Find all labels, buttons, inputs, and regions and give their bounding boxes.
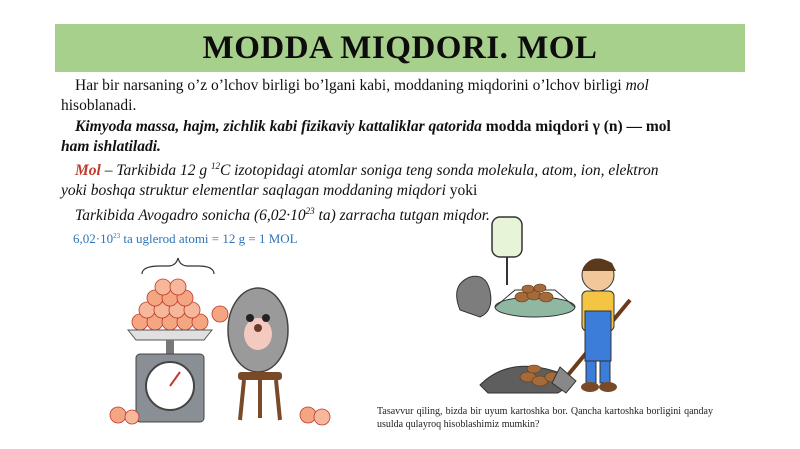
mol-term: mol — [625, 77, 649, 94]
mol-definition-term: Mol — [75, 162, 101, 179]
boy-overalls — [585, 311, 611, 361]
quantities-line — [61, 117, 721, 137]
quantity-term: modda miqdori γ (n) — mol — [485, 118, 671, 135]
tray-potatoes — [515, 284, 553, 302]
definition-line-1 — [61, 156, 721, 181]
formula-base: 6,02·10 — [73, 231, 114, 246]
scale-pan — [128, 330, 212, 340]
caption-text: Tasavvur qiling, bizda bir uyum kartoshka bor. Qancha kartoshka borligini qanday usulda qulayroq hisoblashimiz mumkin? — [377, 406, 713, 430]
isotope-symbol: C — [219, 162, 231, 179]
isotope-mass: 12 — [210, 161, 220, 171]
paragraph-intro-line — [61, 76, 721, 96]
definition-line-2 — [61, 181, 721, 201]
potato-sack — [457, 276, 491, 317]
intro-text: Har bir narsaning o’z o’lchov birligi bo’lgani kabi, moddaning miqdorini o’lchov birligi — [75, 77, 626, 94]
quantities-text: Kimyoda massa, hajm, zichlik kabi fizikaviy kattaliklar qatorida — [75, 118, 486, 135]
intro-text-end: hisoblanadi. — [61, 97, 137, 114]
mol-formula — [73, 231, 298, 247]
definition-text-c: yoki boshqa struktur elementlar saqlagan moddaning miqdori — [61, 182, 450, 199]
definition-text-d-end: ta) zarracha tutgan miqdor. — [314, 207, 490, 224]
definition-text-a: – Tarkibida 12 g — [100, 162, 211, 179]
scale-stem — [166, 340, 174, 354]
brace-icon — [142, 258, 214, 274]
title-banner — [55, 24, 745, 72]
definition-text-b: izotopidagi atomlar soniga teng sonda molekula, atom, ion, elektron — [230, 162, 659, 179]
potato-boy-illustration — [440, 215, 640, 400]
definition-text-d: Tarkibida Avogadro sonicha (6,02·10 — [75, 207, 306, 224]
scale-mole-illustration — [100, 252, 350, 432]
paragraph-quantities — [61, 117, 721, 157]
ball-pile — [132, 279, 208, 330]
scale-mole-svg — [100, 252, 350, 432]
potato-boy-svg — [440, 215, 640, 400]
stool-seat — [238, 372, 282, 380]
definition-or: yoki — [449, 182, 478, 199]
quantities-end: ham ishlatiladi. — [61, 138, 161, 155]
scale-dial-box — [492, 217, 522, 257]
avogadro-exponent: 23 — [305, 206, 315, 216]
paragraph-intro — [61, 76, 721, 116]
formula-exponent: 23 — [113, 232, 121, 240]
held-ball — [212, 306, 228, 322]
formula-rest: ta uglerod atomi = 12 g = 1 MOL — [120, 231, 298, 246]
page-title: MODDA MIQDORI. MOL — [202, 29, 598, 66]
